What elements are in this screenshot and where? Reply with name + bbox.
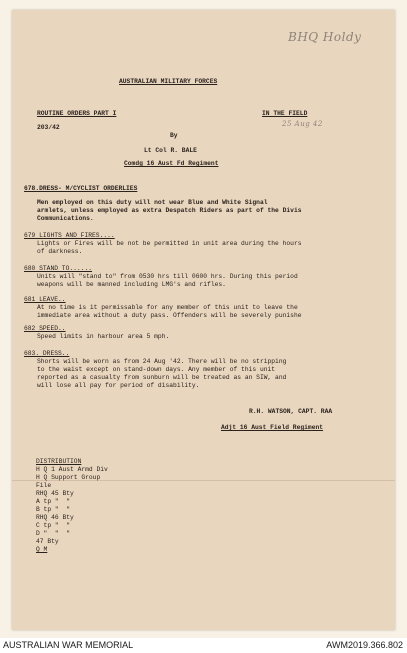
order-heading: 681 LEAVE.. (24, 296, 66, 303)
distribution-item: Q M (36, 546, 48, 553)
order-number: 203/42 (37, 124, 60, 131)
pencil-annotation: BHQ Holdy (288, 30, 362, 44)
officer-command: Comdg 16 Aust Fd Regiment (124, 160, 219, 167)
distribution-item: 47 Bty (36, 538, 59, 545)
distribution-item: D " " " (36, 530, 71, 537)
order-text-line: Speed limits in harbour area 5 mph. (37, 333, 170, 340)
document-title: AUSTRALIAN MILITARY FORCES (119, 78, 218, 85)
order-682 (24, 325, 374, 341)
distribution-heading: DISTRIBUTION (36, 458, 82, 465)
order-text-line: Communications. (37, 215, 94, 222)
order-text-line: armlets, unless employed as extra Despatch Riders as part of the Divis (37, 207, 302, 214)
order-text-line: Units will "stand to" from 0530 hrs till 0600 hrs. During this period (37, 273, 298, 280)
order-text-line: At no time is it permissable for any member of this unit to leave the (37, 304, 298, 311)
distribution-item: A tp " " (36, 498, 71, 505)
by-label: By (170, 132, 178, 139)
order-681 (24, 296, 374, 320)
order-text-line: Men employed on this duty will not wear Blue and White Signal (37, 199, 268, 206)
order-text-line: will lose all pay for period of disability. (37, 382, 200, 389)
order-683 (24, 350, 374, 390)
footer-accession-number: AWM2019.366.802 (326, 640, 403, 650)
distribution-item: H Q Support Group (36, 474, 101, 481)
order-678 (24, 185, 374, 223)
routine-orders-label: ROUTINE ORDERS PART I (37, 110, 117, 117)
pencil-date: 25 Aug 42 (282, 120, 323, 128)
signature-role: Adjt 16 Aust Field Regiment (221, 424, 324, 431)
signature-name: R.H. WATSON, CAPT. RAA (249, 408, 333, 415)
distribution-item: RHQ 46 Bty (36, 514, 74, 521)
officer-name: Lt Col R. BALE (144, 147, 197, 154)
distribution-item: RHQ 45 Bty (36, 490, 74, 497)
distribution-item: B tp " " (36, 506, 71, 513)
distribution-list (36, 458, 156, 554)
distribution-item: File (36, 482, 52, 489)
order-heading: 682 SPEED.. (24, 325, 66, 332)
distribution-item: C tp " " (36, 522, 71, 529)
order-680 (24, 265, 374, 289)
order-heading: 678.DRESS- M/CYCLIST ORDERLIES (24, 185, 138, 192)
distribution-item: H Q 1 Aust Armd Div (36, 466, 108, 473)
location-label: IN THE FIELD (262, 110, 308, 117)
order-text-line: Lights or Fires will be not be permitted in unit area during the hours (37, 240, 302, 247)
order-text-line: to the waist except on stand-down days. Any member of this unit (37, 366, 276, 373)
order-heading: 679 LIGHTS AND FIRES.... (24, 232, 115, 239)
order-text-line: of darkness. (37, 248, 83, 255)
footer-institution: AUSTRALIAN WAR MEMORIAL (3, 640, 134, 650)
order-text-line: Shorts will be worn as from 24 Aug '42. There will be no stripping (37, 358, 287, 365)
order-text-line: reported as a casualty from sunburn will be treated as an SIW, and (37, 374, 287, 381)
order-heading: 683. DRESS.. (24, 350, 70, 357)
order-679 (24, 232, 374, 256)
order-heading: 680 STAND TO...... (24, 265, 93, 272)
order-text-line: weapons will be manned including LMG's and rifles. (37, 281, 226, 288)
order-text-line: immediate area without a duty pass. Offenders will be severely punishe (37, 312, 302, 319)
